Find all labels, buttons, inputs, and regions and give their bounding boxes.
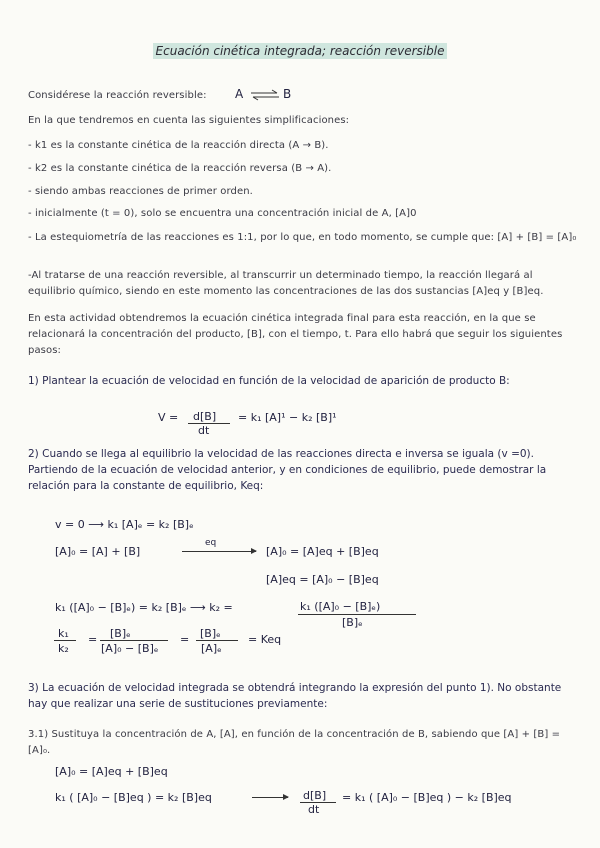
step-2-heading: 2) Cuando se llega al equilibrio la velocidad de las reacciones directa e inversa se iguala (v =0). Partiendo de la ecuación de velocidad anterior, y en condiciones de equilibrio, puede demostrar la relación para la constante de equilibrio, Keq: [28,448,547,492]
rate-lhs: V = [158,411,179,424]
equation-a-eq: [A]eq = [A]₀ − [B]eq [266,573,379,586]
ratio-denominator-2: [A]ₑ [201,642,222,655]
equation-v0: v = 0 ⟶ k₁ [A]ₑ = k₂ [B]ₑ [55,518,194,531]
ratio-bar-2 [196,640,238,641]
equation-mass-balance-eq: [A]₀ = [A]eq + [B]eq [266,545,379,558]
ratio-keq: = Keq [248,633,282,646]
eq-arrow-label: eq [205,538,217,548]
equation-final-rhs: = k₁ ( [A]₀ − [B]eq ) − k₂ [B]eq [342,791,512,804]
step-3-heading: 3) La ecuación de velocidad integrada se obtendrá integrando la expresión del punto 1). No obstante hay que realizar una serie de sustituciones previamente: [28,682,562,710]
ratio-equals-1: = [88,633,98,646]
consider-text: Considérese la reacción reversible: [28,90,207,101]
equation-mass-balance: [A]₀ = [A] + [B] [55,545,141,558]
rate-rhs: = k₁ [A]¹ − k₂ [B]¹ [238,411,337,424]
simplifications-intro: En la que tendremos en cuenta las siguientes simplificaciones: [28,115,350,126]
arrow-icon [252,797,288,798]
equation-k2-denominator: [B]ₑ [342,616,363,629]
step-3-1-heading: 3.1) Sustituya la concentración de A, [A], en función de la concentración de B, sabiendo que [A] + [B] = [A]₀. [28,729,561,756]
simplification-item: - siendo ambas reacciones de primer orden. [28,186,253,197]
step-1-heading: 1) Plantear la ecuación de velocidad en función de la velocidad de aparición de producto B: [28,375,510,387]
simplification-item: - La estequiometría de las reacciones es 1:1, por lo que, en todo momento, se cumple que: [A] + [B] = [A]₀ [28,232,577,243]
page-title: Ecuación cinética integrada; reacción reversible [0,44,600,58]
equation-final-lhs: k₁ ( [A]₀ − [B]eq ) = k₂ [B]eq [55,791,212,804]
equation-substitution: [A]₀ = [A]eq + [B]eq [55,765,168,778]
equation-k2-lhs: k₁ ([A]₀ − [B]ₑ) = k₂ [B]ₑ ⟶ k₂ = [55,601,233,614]
ratio-k1: k₁ [58,627,69,640]
ratio-equals-2: = [180,633,190,646]
activity-description: En esta actividad obtendremos la ecuación cinética integrada final para esta reacción, en la que se relacionará la concentración del producto, [B], con el tiempo, t. Para ello habrá que seguir los siguientes pasos: [28,313,563,356]
simplification-item: - inicialmente (t = 0), solo se encuentra una concentración inicial de A, [A]0 [28,208,417,219]
simplification-item: - k1 es la constante cinética de la reacción directa (A → B). [28,140,329,151]
simplification-item: - k2 es la constante cinética de la reacción reversa (B → A). [28,163,332,174]
k2-fraction-bar [298,614,416,615]
ratio-numerator-2: [B]ₑ [200,627,221,640]
equation-k2-numerator: k₁ ([A]₀ − [B]ₑ) [300,600,381,613]
rate-numerator: d[B] [193,410,217,423]
equation-final-numerator: d[B] [303,789,327,802]
equation-final-denominator: dt [308,803,320,816]
ratio-k2: k₂ [58,642,69,655]
ratio-bar-1 [100,640,168,641]
simplification-item: -Al tratarse de una reacción reversible, al transcurrir un determinado tiempo, la reacción llegará al equilibrio químico, siendo en este momento las concentraciones de las dos sustancias [A]eq y [B]eq. [28,270,544,297]
equilibrium-arrows-icon [250,89,280,101]
rate-denominator: dt [198,424,210,437]
reaction-product: B [283,87,292,101]
reaction-reactant: A [235,87,244,101]
ratio-denominator-1: [A]₀ − [B]ₑ [101,642,159,655]
arrow-icon [182,551,256,552]
ratio-numerator-1: [B]ₑ [110,627,131,640]
ratio-k-bar [54,640,76,641]
